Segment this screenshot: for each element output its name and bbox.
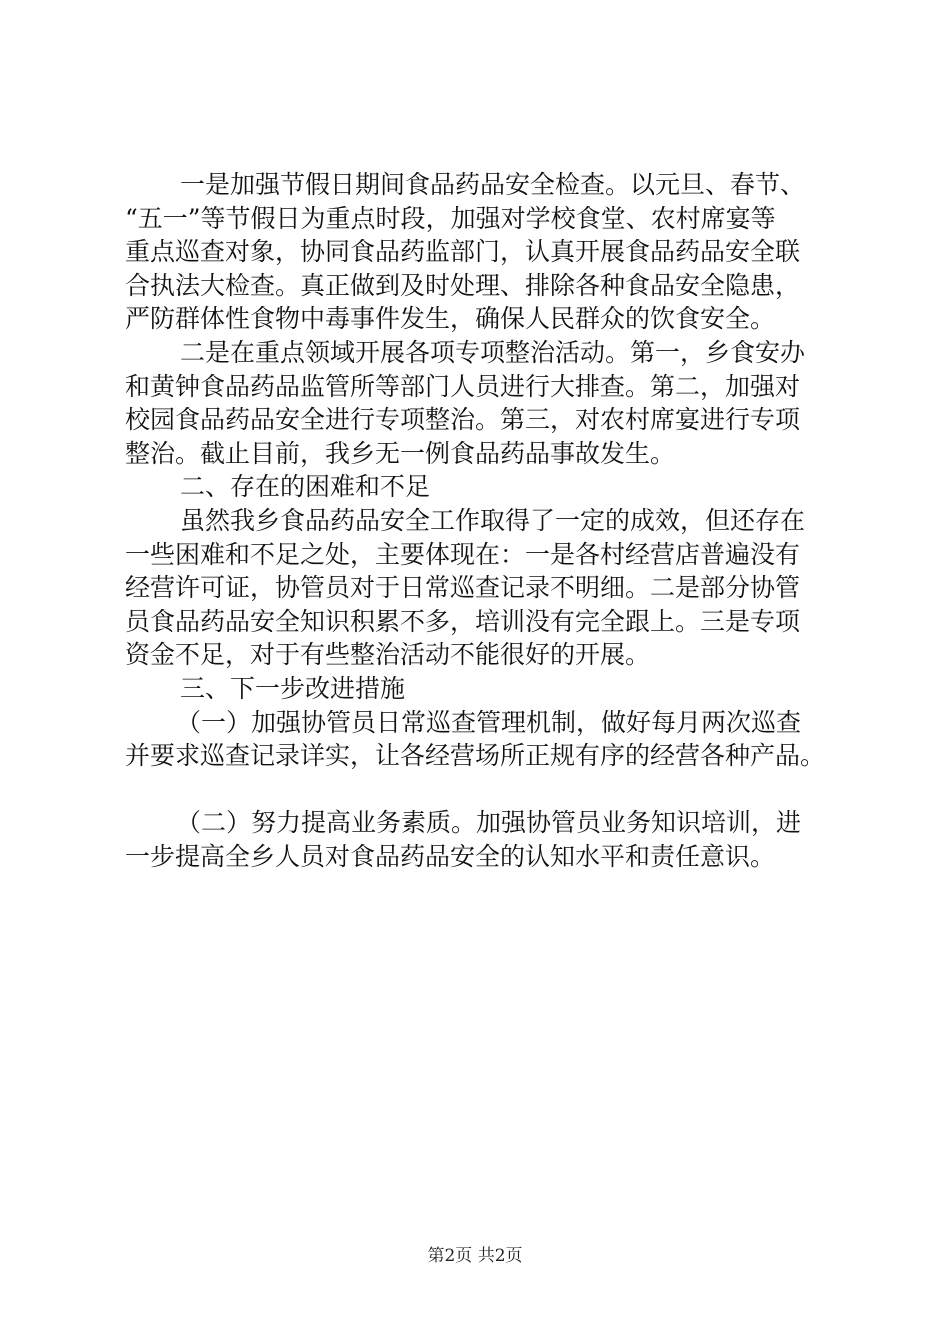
paragraph-line: 合执法大检查。真正做到及时处理、排除各种食品安全隐患， [125, 270, 801, 300]
paragraph-line: 经营许可证，协管员对于日常巡查记录不明细。二是部分协管 [125, 573, 801, 603]
paragraph-line: 和黄钟食品药品监管所等部门人员进行大排查。第二，加强对 [125, 371, 801, 401]
paragraph-line: 校园食品药品安全进行专项整治。第三，对农村席宴进行专项 [125, 405, 801, 435]
paragraph-line: 二是在重点领域开展各项专项整治活动。第一，乡食安办 [180, 337, 806, 367]
paragraph-line: 重点巡查对象，协同食品药监部门，认真开展食品药品安全联 [125, 237, 801, 267]
section-heading: 三、下一步改进措施 [180, 673, 406, 703]
paragraph-line: （一）加强协管员日常巡查管理机制，做好每月两次巡查 [176, 707, 802, 737]
paragraph-line: 一是加强节假日期间食品药品安全检查。以元旦、春节、 [180, 170, 806, 199]
paragraph-line: 严防群体性食物中毒事件发生，确保人民群众的饮食安全。 [125, 304, 776, 334]
section-heading: 二、存在的困难和不足 [180, 472, 431, 502]
paragraph-line: 资金不足，对于有些整治活动不能很好的开展。 [125, 640, 651, 670]
paragraph-line: 虽然我乡食品药品安全工作取得了一定的成效，但还存在 [180, 505, 806, 535]
page-footer: 第2页 共2页 [427, 1246, 523, 1266]
paragraph-line: 整治。截止目前，我乡无一例食品药品事故发生。 [125, 438, 676, 468]
paragraph-line: 员食品药品安全知识积累不多，培训没有完全跟上。三是专项 [125, 606, 801, 636]
paragraph-gap [125, 773, 845, 807]
paragraph-line: 并要求巡查记录详实，让各经营场所正规有序的经营各种产品。 [125, 741, 826, 771]
document-body [125, 168, 845, 873]
paragraph-line: 一些困难和不足之处，主要体现在：一是各村经营店普遍没有 [125, 539, 801, 569]
paragraph-line: 一步提高全乡人员对食品药品安全的认知水平和责任意识。 [125, 841, 776, 871]
paragraph-line: （二）努力提高业务素质。加强协管员业务知识培训，进 [176, 808, 802, 838]
paragraph-line: “五一”等节假日为重点时段，加强对学校食堂、农村席宴等 [125, 203, 776, 233]
